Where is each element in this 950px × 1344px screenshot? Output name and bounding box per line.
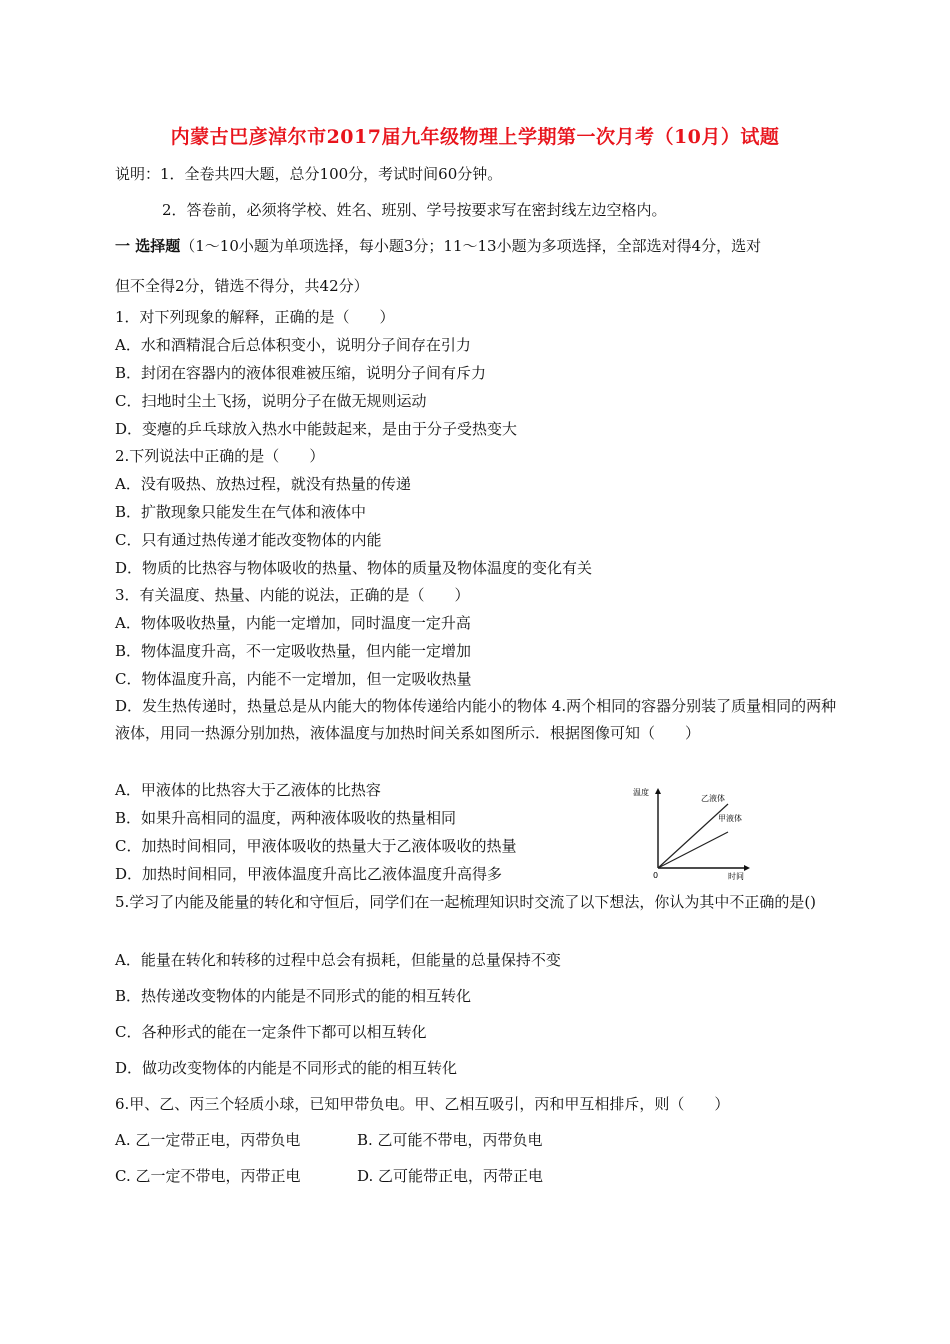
q3-stem: 3．有关温度、热量、内能的说法，正确的是（ ）	[115, 586, 470, 604]
q2-stem: 2.下列说法中正确的是（ ）	[115, 447, 325, 465]
q2-option-d: D．物质的比热容与物体吸收的热量、物体的质量及物体温度的变化有关	[115, 559, 593, 577]
q4-option-d: D．加热时间相同，甲液体温度升高比乙液体温度升高得多	[115, 865, 503, 883]
x-axis-arrow	[744, 865, 750, 871]
q5-option-b: B．热传递改变物体的内能是不同形式的能的相互转化	[115, 987, 472, 1005]
q5-option-c: C．各种形式的能在一定条件下都可以相互转化	[115, 1023, 427, 1041]
temperature-time-chart	[628, 780, 758, 884]
series-label-jia: 甲液体	[718, 814, 742, 823]
section-header	[115, 236, 761, 256]
q6-option-d: D. 乙可能带正电，丙带正电	[357, 1167, 544, 1185]
q5-option-d: D．做功改变物体的内能是不同形式的能的相互转化	[115, 1059, 458, 1077]
q6-option-c: C. 乙一定不带电，丙带正电	[115, 1167, 301, 1185]
q3-option-d-q4-stem: D．发生热传递时，热量总是从内能大的物体传递给内能小的物体 4.两个相同的容器分别装了质量相同的两种液体，用同一热源分别加热，液体温度与加热时间关系如图所示．根据图像可知（ ）	[115, 697, 837, 742]
q6-option-a: A. 乙一定带正电，丙带负电	[115, 1131, 301, 1149]
q5-option-a: A．能量在转化和转移的过程中总会有损耗，但能量的总量保持不变	[115, 951, 561, 969]
note-2: 2．答卷前，必须将学校、姓名、班别、学号按要求写在密封线左边空格内。	[162, 201, 667, 219]
q1-option-b: B．封闭在容器内的液体很难被压缩，说明分子间有斥力	[115, 364, 487, 382]
page-title: 内蒙古巴彦淖尔市2017届九年级物理上学期第一次月考（10月）试题	[170, 126, 780, 148]
q4-option-b: B．如果升高相同的温度，两种液体吸收的热量相同	[115, 809, 457, 827]
q1-option-a: A．水和酒精混合后总体积变小，说明分子间存在引力	[115, 336, 471, 354]
x-axis-label: 时间	[728, 872, 744, 881]
section-desc-2: 但不全得2分，错选不得分，共42分）	[115, 277, 369, 295]
q2-option-a: A．没有吸热、放热过程，就没有热量的传递	[115, 475, 411, 493]
q3-option-c: C．物体温度升高，内能不一定增加，但一定吸收热量	[115, 670, 472, 688]
q2-option-c: C．只有通过热传递才能改变物体的内能	[115, 531, 382, 549]
q1-option-d: D．变瘪的乒乓球放入热水中能鼓起来，是由于分子受热变大	[115, 420, 518, 438]
y-axis-label: 温度	[633, 788, 649, 797]
q3-option-a: A．物体吸收热量，内能一定增加，同时温度一定升高	[115, 614, 471, 632]
q3-option-b: B．物体温度升高，不一定吸收热量，但内能一定增加	[115, 642, 472, 660]
q6-stem: 6.甲、乙、丙三个轻质小球，已知甲带负电。甲、乙相互吸引，丙和甲互相排斥，则（ ）	[115, 1095, 730, 1113]
series-label-yi: 乙液体	[701, 794, 725, 803]
note-1: 说明：1．全卷共四大题，总分100分，考试时间60分钟。	[115, 165, 503, 183]
q4-option-c: C．加热时间相同，甲液体吸收的热量大于乙液体吸收的热量	[115, 837, 517, 855]
section-heading: 一 选择题	[115, 237, 181, 255]
q2-option-b: B．扩散现象只能发生在气体和液体中	[115, 503, 367, 521]
q5-stem: 5.学习了内能及能量的转化和守恒后，同学们在一起梳理知识时交流了以下想法，你认为其中不正确的是()	[115, 893, 817, 911]
q1-stem: 1．对下列现象的解释，正确的是（ ）	[115, 308, 395, 326]
section-desc-1: （1～10小题为单项选择，每小题3分；11～13小题为多项选择，全部选对得4分，选对	[180, 237, 762, 255]
origin-label: 0	[653, 871, 659, 880]
y-axis-arrow	[655, 788, 661, 794]
q4-option-a: A．甲液体的比热容大于乙液体的比热容	[115, 781, 381, 799]
series-line-jia	[658, 832, 728, 868]
q6-option-b: B. 乙可能不带电，丙带负电	[357, 1131, 543, 1149]
q1-option-c: C．扫地时尘土飞扬，说明分子在做无规则运动	[115, 392, 427, 410]
